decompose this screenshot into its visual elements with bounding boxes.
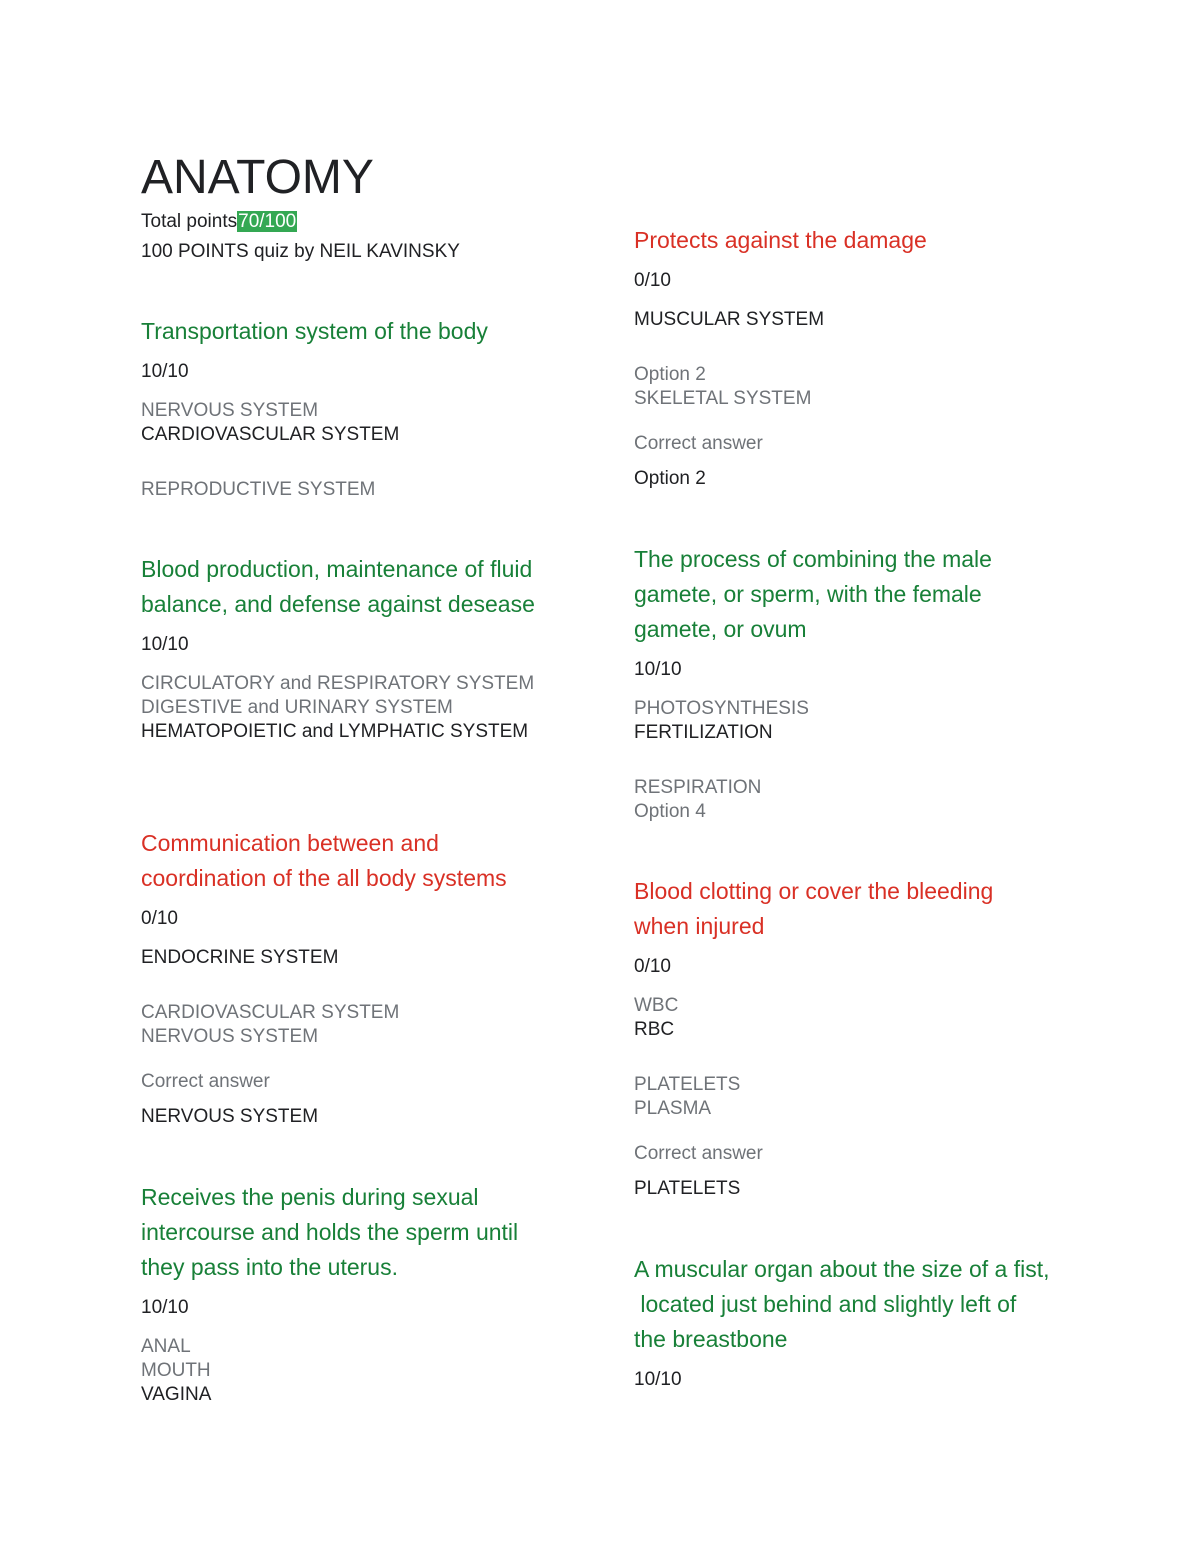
question-score: 10/10 — [141, 634, 189, 655]
correct-answer: PLATELETS — [634, 1178, 741, 1199]
question-title-line: Receives the penis during sexual — [141, 1184, 479, 1210]
option-selected: VAGINA — [141, 1384, 212, 1405]
option: Option 4 — [634, 801, 706, 822]
option: SKELETAL SYSTEM — [634, 388, 812, 409]
option: Option 2 — [634, 364, 706, 385]
question-score: 10/10 — [141, 361, 189, 382]
question-title-line: balance, and defense against desease — [141, 591, 535, 617]
option: RESPIRATION — [634, 777, 762, 798]
option: DIGESTIVE and URINARY SYSTEM — [141, 697, 453, 718]
question-score: 0/10 — [634, 956, 671, 977]
question-score: 10/10 — [634, 659, 682, 680]
correct-answer-label: Correct answer — [141, 1071, 270, 1092]
option: PLASMA — [634, 1098, 712, 1119]
correct-answer-label: Correct answer — [634, 433, 763, 454]
option: PLATELETS — [634, 1074, 741, 1095]
total-points-label: Total points — [141, 211, 238, 232]
question-title-line: gamete, or sperm, with the female — [634, 581, 982, 607]
option: PHOTOSYNTHESIS — [634, 698, 809, 719]
option: WBC — [634, 995, 679, 1016]
total-points — [141, 210, 297, 234]
question-title-line: Blood production, maintenance of fluid — [141, 556, 533, 582]
page-title: ANATOMY — [141, 151, 374, 204]
option: MOUTH — [141, 1360, 211, 1381]
question-score: 0/10 — [141, 908, 178, 929]
option-selected: MUSCULAR SYSTEM — [634, 309, 825, 330]
question-title-line: The process of combining the male — [634, 546, 992, 572]
question-title-line: coordination of the all body systems — [141, 865, 507, 891]
quiz-subtitle: 100 POINTS quiz by NEIL KAVINSKY — [141, 241, 460, 262]
option-selected: FERTILIZATION — [634, 722, 773, 743]
total-points-value: 70/100 — [238, 211, 297, 232]
option-selected: HEMATOPOIETIC and LYMPHATIC SYSTEM — [141, 721, 529, 742]
question-title-line: when injured — [634, 913, 765, 939]
option: NERVOUS SYSTEM — [141, 1026, 319, 1047]
option: CARDIOVASCULAR SYSTEM — [141, 1002, 400, 1023]
option: ANAL — [141, 1336, 191, 1357]
question-title-line: the breastbone — [634, 1326, 788, 1352]
question-title-line: Blood clotting or cover the bleeding — [634, 878, 994, 904]
question-title: Transportation system of the body — [141, 318, 488, 344]
question-title-line: A muscular organ about the size of a fist, — [634, 1256, 1050, 1282]
correct-answer: Option 2 — [634, 468, 706, 489]
option-selected: ENDOCRINE SYSTEM — [141, 947, 339, 968]
question-title-line: gamete, or ovum — [634, 616, 807, 642]
option-selected: CARDIOVASCULAR SYSTEM — [141, 424, 400, 445]
option: NERVOUS SYSTEM — [141, 400, 319, 421]
question-title-line: located just behind and slightly left of — [634, 1291, 1017, 1317]
correct-answer: NERVOUS SYSTEM — [141, 1106, 319, 1127]
question-title: Protects against the damage — [634, 227, 927, 253]
question-score: 0/10 — [634, 270, 671, 291]
correct-answer-label: Correct answer — [634, 1143, 763, 1164]
option-selected: RBC — [634, 1019, 675, 1040]
question-score: 10/10 — [634, 1369, 682, 1390]
question-title-line: they pass into the uterus. — [141, 1254, 398, 1280]
question-title-line: intercourse and holds the sperm until — [141, 1219, 519, 1245]
question-title-line: Communication between and — [141, 830, 439, 856]
option: CIRCULATORY and RESPIRATORY SYSTEM — [141, 673, 535, 694]
question-score: 10/10 — [141, 1297, 189, 1318]
option: REPRODUCTIVE SYSTEM — [141, 479, 376, 500]
